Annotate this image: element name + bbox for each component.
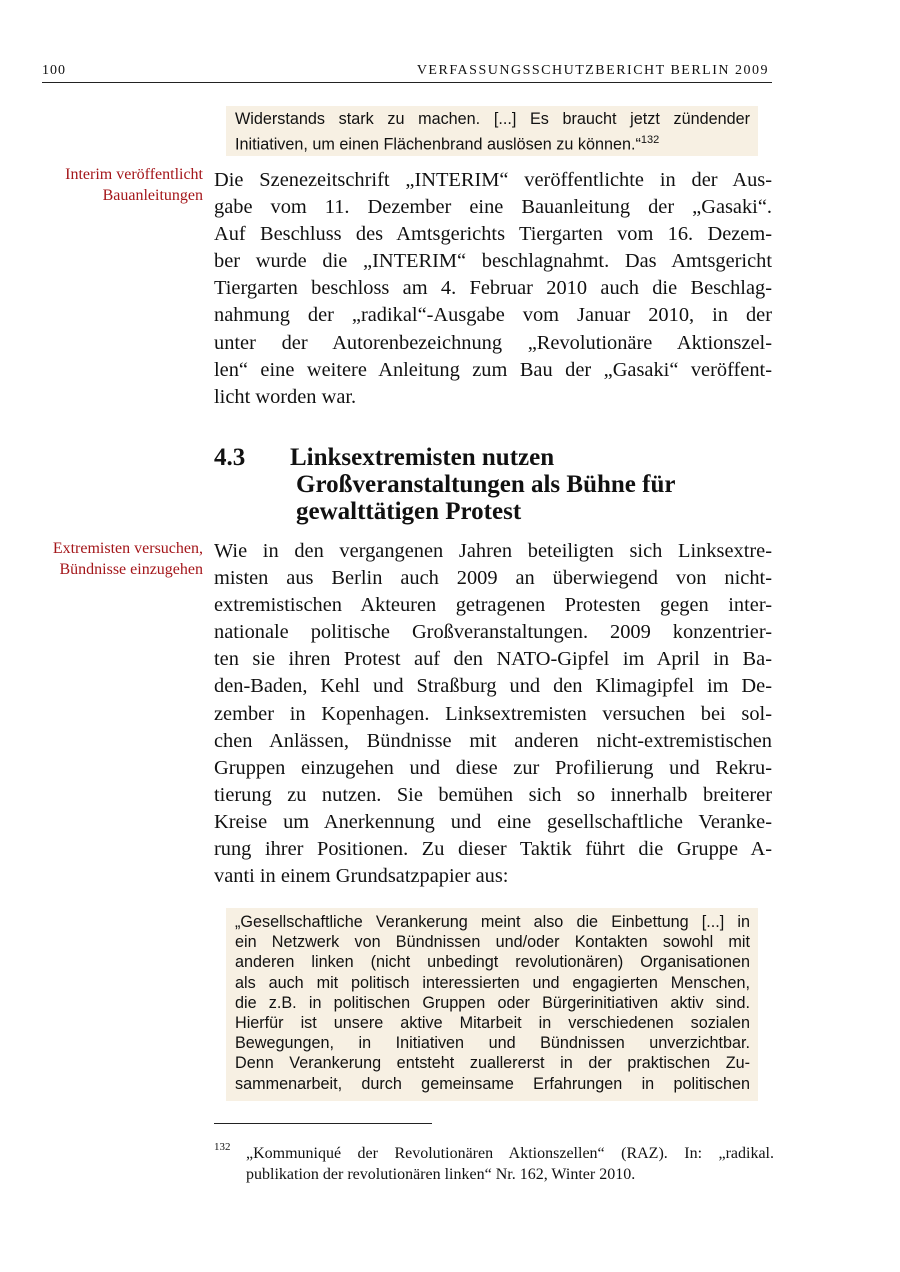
text-line: Gruppen einzugehen und diese zur Profilierung und Rekru- — [214, 756, 772, 779]
footnote-reference[interactable]: 132 — [640, 134, 660, 146]
text-line: Die Szenezeitschrift „INTERIM“ veröffentlichte in der Aus- — [214, 169, 772, 191]
text-line: ten sie ihren Protest auf den NATO-Gipfel im April in Ba- — [214, 648, 772, 671]
quote-line: anderen linken (nicht unbedingt revolutionären) Organisationen — [235, 953, 750, 972]
margin-note-interim — [65, 164, 203, 206]
section-title-line: gewalttätigen Protest — [296, 498, 522, 525]
section-number: 4.3 — [214, 444, 246, 471]
footnote-line: „Kommuniqué der Revolutionären Aktionszellen“ (RAZ). In: „radikal. — [246, 1145, 774, 1162]
quote-line: „Gesellschaftliche Verankerung meint also die Einbettung [...] in — [235, 913, 750, 931]
footnote-line: publikation der revolutionären linken“ Nr. 162, Winter 2010. — [246, 1166, 636, 1183]
text-line: chen Anlässen, Bündnisse mit anderen nicht-extremistischen — [214, 729, 772, 752]
text-line: misten aus Berlin auch 2009 an überwiegend von nicht- — [214, 567, 772, 590]
text-line: ber wurde die „INTERIM“ beschlagnahmt. Das Amtsgericht — [214, 250, 772, 273]
section-title-line: Großveranstaltungen als Bühne für — [296, 471, 676, 498]
paragraph-protests — [214, 538, 772, 890]
text-line: zember in Kopenhagen. Linksextremisten versuchen bei sol- — [214, 702, 772, 725]
quote-line: als auch mit politisch interessierten und engagierten Menschen, — [235, 973, 750, 992]
text-line: gabe vom 11. Dezember eine Bauanleitung der „Gasaki“. — [214, 196, 772, 219]
text-line: nahmung der „radikal“-Ausgabe vom Januar 2010, in der — [214, 304, 772, 327]
text-line: nationale politische Großveranstaltungen. 2009 konzentrier- — [214, 621, 772, 644]
text-line: rung ihrer Positionen. Zu dieser Taktik führt die Gruppe A- — [214, 838, 772, 861]
text-line: tierung zu nutzen. Sie bemühen sich so innerhalb breiterer — [214, 783, 772, 806]
footnote-divider — [214, 1123, 432, 1124]
footnote-text — [246, 1143, 774, 1185]
quote-line: Widerstands stark zu machen. [...] Es braucht jetzt zündender — [235, 110, 750, 128]
text-line: Kreise um Anerkennung und eine gesellschaftliche Veranke- — [214, 810, 772, 833]
text-line: len“ eine weitere Anleitung zum Bau der „Gasaki“ veröffent- — [214, 358, 772, 381]
quote-box-avanti — [226, 908, 758, 1101]
quote-line: Denn Verankerung entsteht zuallererst in der praktischen Zu- — [235, 1054, 750, 1073]
text-line: licht worden war. — [214, 385, 357, 408]
margin-note-line: Interim veröffentlicht — [65, 166, 203, 183]
quote-line: ein Netzwerk von Bündnissen und/oder Kontakten sowohl mit — [235, 933, 750, 952]
footnote-number: 132 — [214, 1141, 231, 1153]
quote-box-top — [226, 106, 758, 156]
quote-line: Bewegungen, in Initiativen und Bündnissen unverzichtbar. — [235, 1034, 750, 1053]
text-line: Tiergarten beschloss am 4. Februar 2010 auch die Beschlag- — [214, 277, 772, 300]
text-line: extremistischen Akteuren getragenen Protesten gegen inter- — [214, 594, 772, 617]
header-divider — [42, 82, 772, 83]
page-number: 100 — [42, 63, 66, 78]
quote-line: Initiativen, um einen Flächenbrand auslösen zu können.“$^{132}$ — [235, 134, 660, 154]
text-line: unter der Autorenbezeichnung „Revolutionäre Aktionszel- — [214, 331, 772, 354]
text-line: vanti in einem Grundsatzpapier aus: — [214, 865, 509, 888]
margin-note-extremists — [53, 538, 203, 580]
margin-note-line: Bauanleitungen — [102, 187, 203, 204]
text-line: den-Baden, Kehl und Straßburg und den Klimagipfel im De- — [214, 675, 772, 698]
section-title-line: Linksextremisten nutzen — [290, 444, 555, 471]
text-line: Auf Beschluss des Amtsgerichts Tiergarten vom 16. Dezem- — [214, 223, 772, 246]
running-header-title: VERFASSUNGSSCHUTZBERICHT BERLIN 2009 — [416, 63, 769, 78]
paragraph-interim — [214, 167, 772, 411]
quote-line: Hierfür ist unsere aktive Mitarbeit in verschiedenen sozialen — [235, 1014, 750, 1033]
text-line: Wie in den vergangenen Jahren beteiligten sich Linksextre- — [214, 540, 772, 562]
margin-note-line: Extremisten versuchen, — [52, 540, 203, 557]
quote-line: die z.B. in politischen Gruppen oder Bürgerinitiativen aktiv sind. — [235, 993, 750, 1012]
quote-line: sammenarbeit, durch gemeinsame Erfahrungen in politischen — [235, 1074, 750, 1093]
margin-note-line: Bündnisse einzugehen — [59, 561, 203, 578]
section-title — [290, 444, 770, 525]
